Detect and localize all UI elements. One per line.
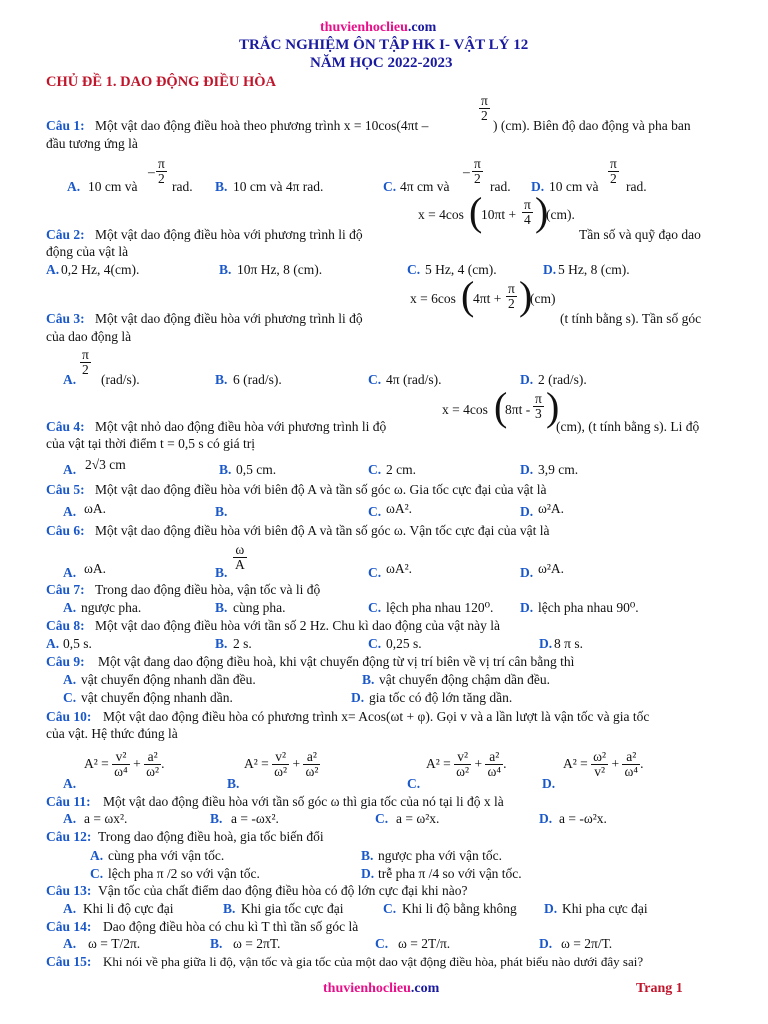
page-number: Trang 1 — [636, 981, 683, 996]
q12-label: Câu 12: — [46, 829, 92, 844]
q14-option-b-label[interactable]: B. — [210, 936, 223, 951]
q8-option-b-label[interactable]: B. — [215, 636, 228, 651]
q4-eq-fraction: $\frac{\pi}{3}$ — [535, 391, 542, 422]
q13-option-a-label[interactable]: A. — [63, 901, 77, 916]
q12-option-d-label[interactable]: D. — [361, 866, 375, 881]
q7-option-c-text: lệch pha nhau 120⁰. — [386, 600, 494, 615]
q10-line2: của vật. Hệ thức đúng là — [46, 726, 178, 741]
q2-option-a-text: 0,2 Hz, 4(cm). — [61, 262, 140, 277]
q4-eq-paren-open: ( — [494, 384, 508, 429]
q2-option-d-label[interactable]: D. — [543, 262, 557, 277]
q11-text: Một vật dao động điều hòa với tần số góc ω thì gia tốc của nó tại li độ x là — [103, 794, 504, 809]
q3-eq-paren-open: ( — [461, 273, 475, 318]
q5-option-c-label[interactable]: C. — [368, 504, 382, 519]
q4-option-b-text: 0,5 cm. — [236, 462, 277, 477]
q3-option-a-text: (rad/s). — [101, 372, 140, 387]
q4-option-b-label[interactable]: B. — [219, 462, 232, 477]
q2-text-2: Tần số và quỹ đạo dao — [579, 227, 701, 242]
q4-option-d-text: 3,9 cm. — [538, 462, 579, 477]
q1-option-a-fraction: $\frac{\pi}{2}$ — [158, 156, 165, 187]
q3-text: Một vật dao động điều hòa với phương trình li độ — [95, 311, 363, 326]
q8-option-d-text: 8 π s. — [554, 636, 583, 651]
q1-option-d-fraction: $\frac{\pi}{2}$ — [610, 156, 617, 187]
q7-option-b-label[interactable]: B. — [215, 600, 228, 615]
q2-option-d-text: 5 Hz, 8 (cm). — [558, 262, 630, 277]
footer-site-tld: .com — [410, 981, 440, 996]
q14-label: Câu 14: — [46, 919, 92, 934]
q9-option-a-label[interactable]: A. — [63, 672, 77, 687]
q1-option-d-unit: rad. — [626, 179, 647, 194]
q3-line2: của dao động là — [46, 329, 132, 344]
topic-heading: CHỦ ĐỀ 1. DAO ĐỘNG ĐIỀU HÒA — [46, 74, 276, 90]
q1-option-c-unit: rad. — [490, 179, 511, 194]
q2-eq-prefix: x = 4cos — [418, 207, 464, 222]
q1-option-b-text: 10 cm và 4π rad. — [233, 179, 324, 194]
doc-year: NĂM HỌC 2022-2023 — [310, 55, 453, 71]
q2-eq-paren-close: ) — [535, 189, 549, 234]
q10-option-b-label[interactable]: B. — [227, 776, 240, 791]
q15-text: Khi nói về pha giữa li độ, vận tốc và gia tốc của một dao vật động điều hòa, phát biểu nào dưới đây sai? — [103, 954, 644, 969]
footer-site-name: thuvienhoclieu — [323, 981, 411, 996]
q13-option-c-text: Khi li độ bằng không — [402, 901, 517, 916]
q5-label: Câu 5: — [46, 482, 85, 497]
q12-option-a-text: cùng pha với vận tốc. — [108, 848, 225, 863]
q13-label: Câu 13: — [46, 883, 92, 898]
q9-option-c-label[interactable]: C. — [63, 690, 77, 705]
q10-option-b-eq: A² = $\frac{\text{v²}}{\text{ω²}}$ + $\frac{\text{a²}}{\text{ω²}}$ — [244, 749, 319, 780]
q14-option-a-text: ω = T/2π. — [88, 936, 141, 951]
q9-label: Câu 9: — [46, 654, 85, 669]
q1-option-d-text: 10 cm và — [549, 179, 599, 194]
q6-option-b-fraction: $\frac{\omega}{A}$ — [235, 542, 245, 573]
q2-text: Một vật dao động điều hòa với phương trình li độ — [95, 227, 363, 242]
q14-option-d-label[interactable]: D. — [539, 936, 553, 951]
q11-option-b-text: a = -ωx². — [231, 811, 279, 826]
q11-label: Câu 11: — [46, 794, 91, 809]
q14-option-c-text: ω = 2T/π. — [398, 936, 451, 951]
q6-option-a-text: ωA. — [84, 561, 107, 576]
q5-option-b-label[interactable]: B. — [215, 504, 228, 519]
q12-option-d-text: trễ pha π /4 so với vận tốc. — [378, 866, 522, 881]
q8-label: Câu 8: — [46, 618, 85, 633]
q3-text-2: (t tính bằng s). Tần số góc — [560, 311, 702, 326]
q13-option-d-text: Khi pha cực đại — [562, 901, 648, 916]
q12-option-c-label[interactable]: C. — [90, 866, 104, 881]
q15-label: Câu 15: — [46, 954, 92, 969]
q1-option-d-label[interactable]: D. — [531, 179, 545, 194]
q3-option-a-label[interactable]: A. — [63, 372, 77, 387]
q4-option-a-label[interactable]: A. — [63, 462, 77, 477]
q2-option-c-text: 5 Hz, 4 (cm). — [425, 262, 497, 277]
q6-option-a-label[interactable]: A. — [63, 565, 77, 580]
q4-eq-prefix: x = 4cos — [442, 402, 488, 417]
q9-option-d-label[interactable]: D. — [351, 690, 365, 705]
q10-text: Một vật dao động điều hòa có phương trình x= Acos(ωt + φ). Gọi v và a lần lượt là vận tốc và gia tốc — [103, 709, 650, 724]
q14-option-d-text: ω = 2π/T. — [561, 936, 613, 951]
q3-option-d-text: 2 (rad/s). — [538, 372, 587, 387]
q4-label: Câu 4: — [46, 419, 85, 434]
q10-option-a-eq: A² = $\frac{\text{v²}}{\text{ω⁴}}$ + $\frac{\text{a²}}{\text{ω²}}$ . — [84, 749, 165, 780]
q11-option-d-text: a = -ω²x. — [559, 811, 607, 826]
q11-option-c-label[interactable]: C. — [375, 811, 389, 826]
q2-option-b-label[interactable]: B. — [219, 262, 232, 277]
q13-option-b-text: Khi gia tốc cực đại — [241, 901, 344, 916]
q4-option-d-label[interactable]: D. — [520, 462, 534, 477]
q5-option-d-text: ω²A. — [538, 501, 565, 516]
q2-option-b-text: 10π Hz, 8 (cm). — [237, 262, 323, 277]
doc-title: TRẮC NGHIỆM ÔN TẬP HK I- VẬT LÝ 12 — [239, 37, 529, 53]
q6-option-c-text: ωA². — [386, 561, 413, 576]
q3-option-c-text: 4π (rad/s). — [386, 372, 442, 387]
q8-option-b-text: 2 s. — [233, 636, 252, 651]
q12-option-b-label[interactable]: B. — [361, 848, 374, 863]
q2-option-a-label[interactable]: A. — [46, 262, 60, 277]
q5-text: Một vật dao động điều hòa với biên độ A và tần số góc ω. Gia tốc cực đại của vật là — [95, 482, 547, 497]
q11-option-a-label[interactable]: A. — [63, 811, 77, 826]
q13-option-d-label[interactable]: D. — [544, 901, 558, 916]
q4-eq-body: 8πt - — [505, 402, 531, 417]
q10-label: Câu 10: — [46, 709, 92, 724]
q4-line2: của vật tại thời điểm t = 0,5 s có giá trị — [46, 436, 255, 451]
q8-option-a-label[interactable]: A. — [46, 636, 60, 651]
q8-option-c-label[interactable]: C. — [368, 636, 382, 651]
q7-option-b-text: cùng pha. — [233, 600, 286, 615]
q2-eq-fraction: $\frac{\pi}{4}$ — [524, 197, 531, 228]
q7-option-a-text: ngược pha. — [81, 600, 142, 615]
q5-option-c-text: ωA². — [386, 501, 413, 516]
q12-option-a-label[interactable]: A. — [90, 848, 104, 863]
q8-option-d-label[interactable]: D. — [539, 636, 553, 651]
q1-option-b-label[interactable]: B. — [215, 179, 228, 194]
q1-option-a-unit: rad. — [172, 179, 193, 194]
q7-option-d-text: lệch pha nhau 90⁰. — [538, 600, 639, 615]
site-header[interactable] — [320, 21, 436, 35]
q4-option-c-label[interactable]: C. — [368, 462, 382, 477]
q4-option-a-text: 2√3 cm — [85, 457, 126, 472]
q3-option-c-label[interactable]: C. — [368, 372, 382, 387]
q7-option-a-label[interactable]: A. — [63, 600, 77, 615]
q5-option-a-text: ωA. — [84, 501, 107, 516]
q1-fraction: $\frac{\pi}{2}$ — [481, 93, 488, 124]
q14-option-a-label[interactable]: A. — [63, 936, 77, 951]
q3-label: Câu 3: — [46, 311, 85, 326]
q7-label: Câu 7: — [46, 582, 85, 597]
q6-option-d-label[interactable]: D. — [520, 565, 534, 580]
q3-option-d-label[interactable]: D. — [520, 372, 534, 387]
q6-label: Câu 6: — [46, 523, 85, 538]
q6-option-c-label[interactable]: C. — [368, 565, 382, 580]
q9-option-b-text: vật chuyển động chậm dần đều. — [379, 672, 550, 687]
q3-option-a-fraction: $\frac{\pi}{2}$ — [82, 347, 89, 378]
q5-option-a-label[interactable]: A. — [63, 504, 77, 519]
q4-eq-paren-close: ) — [546, 384, 560, 429]
site-name: thuvienhoclieu — [320, 20, 408, 35]
q1-option-a-label[interactable]: A. — [67, 179, 81, 194]
q2-option-c-label[interactable]: C. — [407, 262, 421, 277]
q3-eq-body: 4πt + — [473, 291, 502, 306]
footer-site[interactable] — [323, 982, 439, 996]
q1-option-a-sign: – — [148, 164, 155, 179]
q10-option-c-label[interactable]: C. — [407, 776, 421, 791]
q1-label: Câu 1: — [46, 118, 85, 133]
q12-option-c-text: lệch pha π /2 so với vận tốc. — [108, 866, 260, 881]
q2-eq-paren-open: ( — [469, 189, 483, 234]
q3-eq-fraction: $\frac{\pi}{2}$ — [508, 281, 515, 312]
q7-option-d-label[interactable]: D. — [520, 600, 534, 615]
q10-option-d-label[interactable]: D. — [542, 776, 556, 791]
q8-option-a-text: 0,5 s. — [63, 636, 92, 651]
q2-eq-body: 10πt + — [481, 207, 517, 222]
q13-text: Vận tốc của chất điểm dao động điều hòa có độ lớn cực đại khi nào? — [98, 883, 468, 898]
q1-option-c-sign: – — [463, 164, 470, 179]
q3-option-b-text: 6 (rad/s). — [233, 372, 282, 387]
q9-option-d-text: gia tốc có độ lớn tăng dần. — [369, 690, 513, 705]
q8-option-c-text: 0,25 s. — [386, 636, 422, 651]
q1-option-a-text: 10 cm và — [88, 179, 138, 194]
q11-option-b-label[interactable]: B. — [210, 811, 223, 826]
q11-option-a-text: a = ωx². — [84, 811, 128, 826]
q2-line2: động của vật là — [46, 244, 129, 259]
q3-eq-paren-close: ) — [519, 273, 533, 318]
q4-option-c-text: 2 cm. — [386, 462, 416, 477]
site-tld: .com — [407, 20, 437, 35]
q9-option-c-text: vật chuyển động nhanh dần. — [81, 690, 233, 705]
q14-option-c-label[interactable]: C. — [375, 936, 389, 951]
q13-option-a-text: Khi li độ cực đại — [83, 901, 174, 916]
q1-text-2: ) (cm). Biên độ dao động và pha ban — [493, 118, 691, 133]
q1-option-c-text: 4π cm và — [400, 179, 450, 194]
q11-option-d-label[interactable]: D. — [539, 811, 553, 826]
q10-option-d-eq: A² = $\frac{\text{ω²}}{\text{v²}}$ + $\frac{\text{a²}}{\text{ω⁴}}$ . — [563, 749, 644, 780]
q2-label: Câu 2: — [46, 227, 85, 242]
q7-text: Trong dao động điều hòa, vận tốc và li độ — [95, 582, 321, 597]
q11-option-c-text: a = ω²x. — [396, 811, 440, 826]
q12-text: Trong dao động điều hoà, gia tốc biến đổi — [98, 829, 324, 844]
q7-option-c-label[interactable]: C. — [368, 600, 382, 615]
q3-eq-prefix: x = 6cos — [410, 291, 456, 306]
q2-eq-unit: (cm). — [546, 207, 575, 222]
q4-text: Một vật nhỏ dao động điều hòa với phương trình li độ — [95, 419, 387, 434]
q10-option-c-eq: A² = $\frac{\text{v²}}{\text{ω²}}$ + $\frac{\text{a²}}{\text{ω⁴}}$ . — [426, 749, 507, 780]
q14-option-b-text: ω = 2πT. — [233, 936, 281, 951]
q13-option-c-label[interactable]: C. — [383, 901, 397, 916]
q4-text-2: (cm), (t tính bằng s). Li độ — [556, 419, 700, 434]
q1-text: Một vật dao động điều hoà theo phương trình x = 10cos(4πt – — [95, 118, 429, 133]
q3-eq-unit: (cm) — [530, 291, 556, 306]
q8-text: Một vật dao động điều hòa với tần số 2 Hz. Chu kì dao động của vật này là — [95, 618, 500, 633]
q1-line2: đầu tương ứng là — [46, 136, 138, 151]
q13-option-b-label[interactable]: B. — [223, 901, 236, 916]
q1-option-c-label[interactable]: C. — [383, 179, 397, 194]
q14-text: Dao động điều hòa có chu kì T thì tần số góc là — [103, 919, 359, 934]
q1-option-c-fraction: $\frac{\pi}{2}$ — [474, 156, 481, 187]
q5-option-d-label[interactable]: D. — [520, 504, 534, 519]
q6-option-d-text: ω²A. — [538, 561, 565, 576]
q10-option-a-label[interactable]: A. — [63, 776, 77, 791]
q6-text: Một vật dao động điều hòa với biên độ A và tần số góc ω. Vận tốc cực đại của vật là — [95, 523, 550, 538]
q3-option-b-label[interactable]: B. — [215, 372, 228, 387]
q9-text: Một vật đang dao động điều hoà, khi vật chuyển động từ vị trí biên về vị trí cân bằng thì — [98, 654, 575, 669]
q6-option-b-label[interactable]: B. — [215, 565, 228, 580]
q12-option-b-text: ngược pha với vận tốc. — [378, 848, 502, 863]
q9-option-a-text: vật chuyển động nhanh dần đều. — [81, 672, 256, 687]
q9-option-b-label[interactable]: B. — [362, 672, 375, 687]
